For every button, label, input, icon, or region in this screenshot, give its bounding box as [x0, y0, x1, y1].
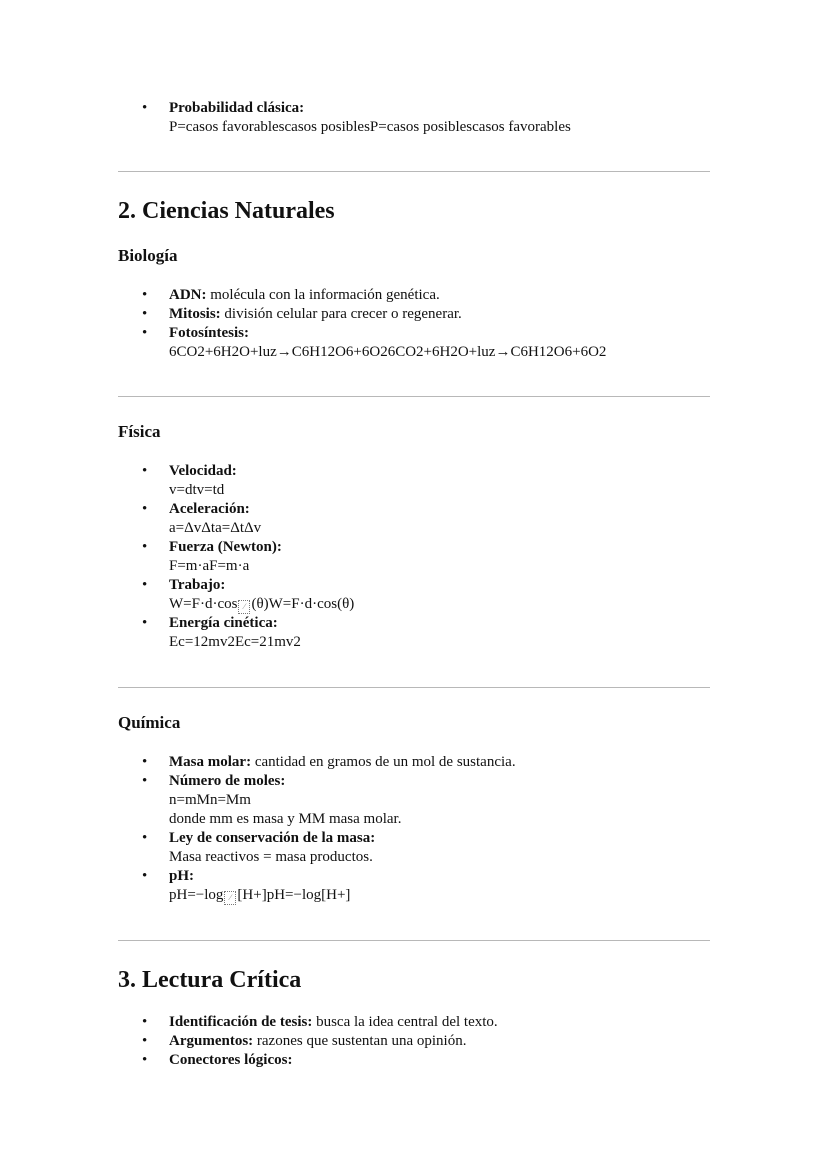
item-label: Energía cinética:	[169, 615, 278, 631]
formula-line: a=ΔvΔta=ΔtΔv	[169, 520, 262, 536]
list-item	[118, 867, 710, 905]
item-label: Velocidad:	[169, 463, 237, 479]
subsection-title-biologia: Biología	[118, 246, 178, 265]
item-label: Ley de conservación de la masa:	[169, 830, 376, 846]
list-item	[118, 1051, 710, 1070]
divider	[118, 171, 710, 172]
formula-part: W=F·d·cos	[169, 596, 238, 612]
quimica-list	[118, 753, 710, 905]
list-item	[118, 753, 710, 772]
formula-line	[169, 595, 710, 614]
missing-glyph-icon: ⁄	[238, 600, 250, 614]
probability-block	[118, 99, 710, 137]
list-item	[118, 772, 710, 829]
item-label: Fuerza (Newton):	[169, 539, 282, 555]
item-text: busca la idea central del texto.	[312, 1014, 498, 1030]
list-item	[118, 99, 710, 137]
item-label: Mitosis:	[169, 306, 221, 322]
divider	[118, 687, 710, 688]
list-item	[118, 286, 710, 305]
formula-line: Ec=12mv2Ec=21mv2	[169, 634, 301, 650]
lectura-list	[118, 1013, 710, 1070]
section-title-lectura-critica: 3. Lectura Crítica	[118, 967, 302, 993]
biologia-list	[118, 286, 710, 362]
formula-line: 6CO2+6H2O+luz→C6H12O6+6O26CO2+6H2O+luz→C6H12O6+6O2	[169, 344, 607, 360]
formula-part: pH=−log	[169, 887, 224, 903]
list-item	[118, 324, 710, 362]
formula-line: n=mMn=Mm	[169, 792, 251, 808]
list-item	[118, 614, 710, 652]
note-line: donde mm es masa y MM masa molar.	[169, 811, 402, 827]
item-label: Probabilidad clásica:	[169, 100, 305, 116]
divider	[118, 940, 710, 941]
list-item	[118, 1032, 710, 1051]
formula-line: v=dtv=td	[169, 482, 225, 498]
list-item	[118, 462, 710, 500]
item-label: Aceleración:	[169, 501, 250, 517]
item-label: pH:	[169, 868, 195, 884]
formula-part: (θ)W=F·d·cos(θ)	[251, 596, 355, 612]
list-item	[118, 829, 710, 867]
subsection-title-quimica: Química	[118, 713, 181, 732]
missing-glyph-icon: ⁄	[224, 891, 236, 905]
list-item	[118, 500, 710, 538]
item-text: cantidad en gramos de un mol de sustancia.	[251, 754, 516, 770]
item-label: Fotosíntesis:	[169, 325, 249, 341]
item-label: Conectores lógicos:	[169, 1052, 293, 1068]
item-text: razones que sustentan una opinión.	[253, 1033, 467, 1049]
formula-line: F=m·aF=m·a	[169, 558, 250, 574]
item-label: Trabajo:	[169, 577, 226, 593]
formula-line	[169, 886, 710, 905]
item-label: Identificación de tesis:	[169, 1014, 313, 1030]
item-label: Masa molar:	[169, 754, 252, 770]
item-label: Argumentos:	[169, 1033, 254, 1049]
formula-line: P=casos favorablescasos posiblesP=casos posiblescasos favorables	[169, 119, 571, 135]
item-text: división celular para crecer o regenerar.	[220, 306, 462, 322]
list-item	[118, 576, 710, 614]
list-item	[118, 1013, 710, 1032]
list-item	[118, 305, 710, 324]
divider	[118, 396, 710, 397]
item-text: molécula con la información genética.	[206, 287, 440, 303]
section-title-ciencias-naturales: 2. Ciencias Naturales	[118, 198, 335, 224]
item-label: Número de moles:	[169, 773, 286, 789]
item-label: ADN:	[169, 287, 207, 303]
fisica-list	[118, 462, 710, 652]
list-item	[118, 538, 710, 576]
formula-part: [H+]pH=−log[H+]	[237, 887, 351, 903]
subsection-title-fisica: Física	[118, 422, 161, 441]
formula-line: Masa reactivos = masa productos.	[169, 849, 373, 865]
